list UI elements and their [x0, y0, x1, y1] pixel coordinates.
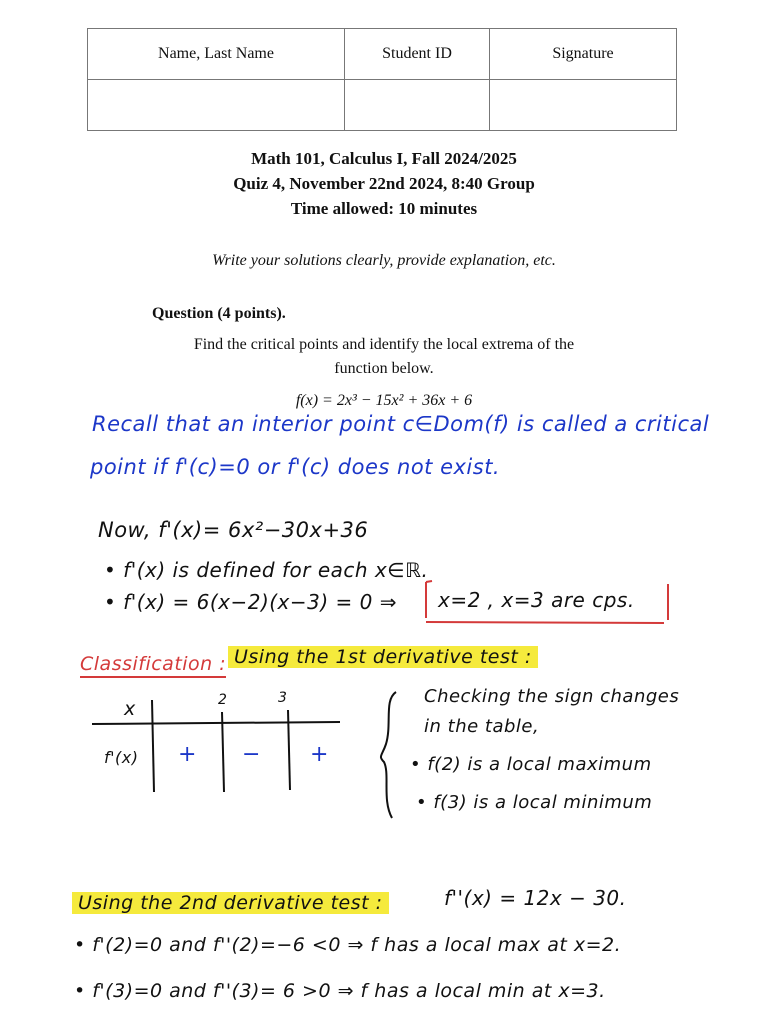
curly-brace — [381, 692, 396, 818]
sign-table-tick-3: 3 — [278, 690, 288, 706]
defined-everywhere-bullet: • f'(x) is defined for each x∈ℝ. — [104, 558, 429, 582]
student-id-column-header: Student ID — [345, 29, 490, 80]
name-column-header: Name, Last Name — [88, 29, 345, 80]
function-formula: f(x) = 2x³ − 15x² + 36x + 6 — [295, 392, 473, 409]
local-maximum-result: • f(2) is a local maximum — [410, 754, 652, 775]
first-derivative-test-label: Using the 1st derivative test : — [228, 646, 538, 668]
student-id-cell — [345, 80, 490, 131]
name-cell — [88, 80, 345, 131]
factored-derivative-bullet: • f'(x) = 6(x−2)(x−3) = 0 ⇒ — [104, 590, 397, 614]
second-derivative-expression: f''(x) = 12x − 30. — [444, 886, 627, 910]
question-heading: Question (4 points). — [152, 305, 286, 322]
recall-definition-line1: Recall that an interior point c∈Dom(f) is called a critical — [92, 412, 710, 436]
sign-negative-middle: − — [242, 742, 261, 767]
sign-table-fprime-label: f'(x) — [104, 748, 139, 767]
classification-label: Classification : — [80, 653, 226, 678]
question-text-line2: function below. — [334, 360, 434, 377]
signature-cell — [490, 80, 677, 131]
signature-column-header: Signature — [490, 29, 677, 80]
sign-positive-right: + — [310, 742, 329, 767]
critical-points-answer: x=2 , x=3 are cps. — [438, 588, 635, 612]
student-info-table — [87, 28, 677, 131]
local-minimum-result: • f(3) is a local minimum — [416, 792, 653, 813]
time-allowed: Time allowed: 10 minutes — [290, 199, 478, 218]
local-max-second-test: • f'(2)=0 and f''(2)=−6 <0 ⇒ f has a local max at x=2. — [74, 934, 622, 956]
recall-definition-line2: point if f'(c)=0 or f'(c) does not exist. — [90, 455, 501, 479]
derivative-line: Now, f'(x)= 6x²−30x+36 — [98, 518, 369, 542]
second-derivative-test-label: Using the 2nd derivative test : — [72, 892, 389, 914]
instructions: Write your solutions clearly, provide explanation, etc. — [212, 252, 556, 269]
quiz-title: Quiz 4, November 22nd 2024, 8:40 Group — [233, 174, 535, 193]
question-text-line1: Find the critical points and identify the local extrema of the — [193, 336, 575, 353]
sign-positive-left: + — [178, 742, 197, 767]
course-title: Math 101, Calculus I, Fall 2024/2025 — [251, 149, 517, 168]
local-min-second-test: • f'(3)=0 and f''(3)= 6 >0 ⇒ f has a local min at x=3. — [74, 980, 606, 1002]
checking-sign-changes-line2: in the table, — [424, 716, 540, 737]
sign-table-tick-2: 2 — [218, 692, 228, 708]
checking-sign-changes-line1: Checking the sign changes — [424, 686, 680, 707]
sign-table-x-label: x — [124, 698, 136, 720]
